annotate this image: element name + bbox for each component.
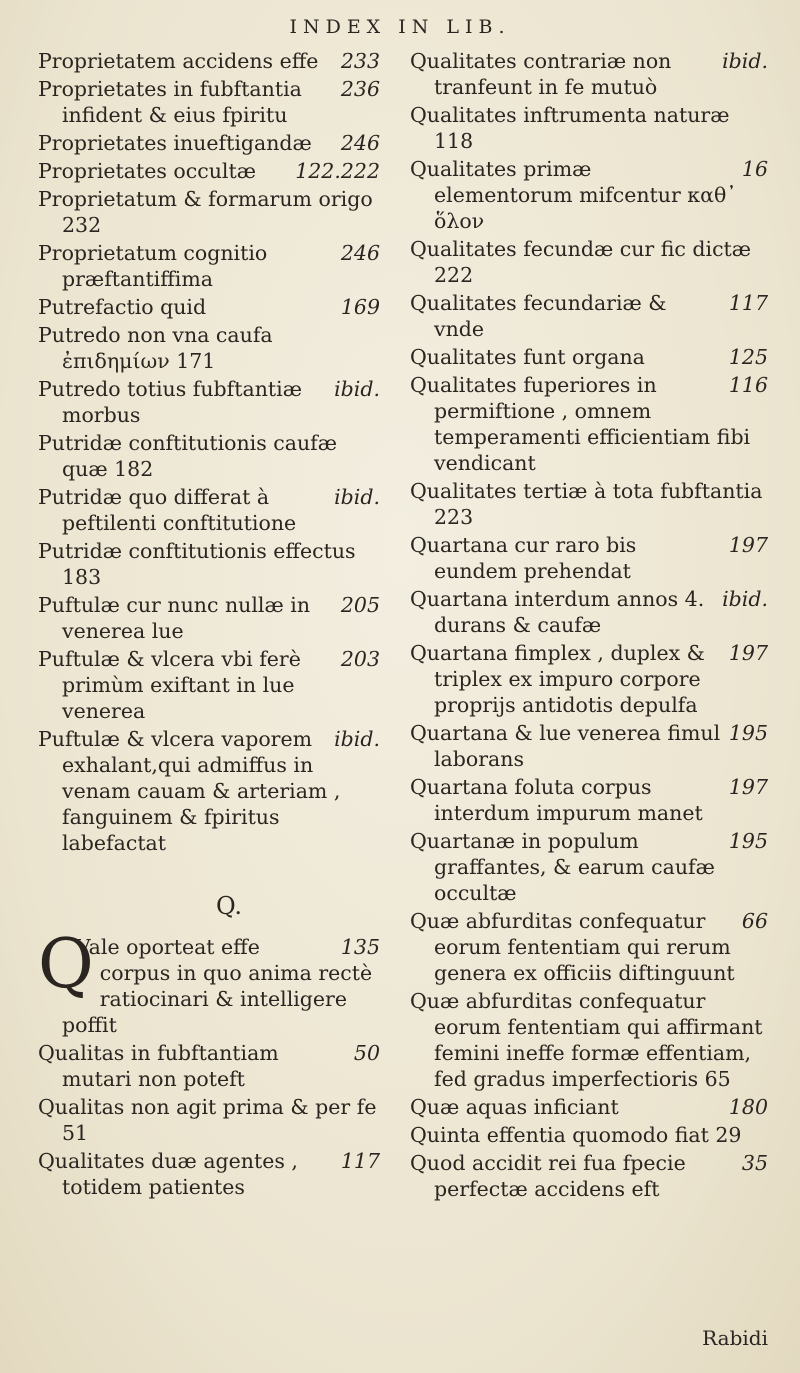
entry-text: Quartanæ in populum graffantes, & earum caufæ occultæ: [410, 829, 715, 905]
index-entry: [38, 186, 380, 238]
entry-page-ref: 122.222: [295, 159, 380, 183]
entry-text: Putredo totius fubftantiæ morbus: [38, 377, 302, 427]
entry-text: Puftulæ & vlcera vbi ferè primùm exiftant in lue venerea: [38, 647, 301, 723]
entry-page-ref: 125: [728, 345, 768, 369]
entry-page-ref: 195: [728, 721, 768, 745]
index-entry: [38, 240, 380, 292]
index-entry: [38, 322, 380, 374]
index-entry: [410, 1122, 768, 1148]
entry-page-ref: 246: [340, 241, 380, 265]
index-entry: [38, 158, 380, 184]
index-entry: [410, 640, 768, 718]
entry-text: Qualitates inftrumenta naturæ 118: [410, 103, 730, 153]
index-entry: [410, 344, 768, 370]
index-entry: [410, 532, 768, 584]
entry-text: Qualitates fuperiores in permiftione , omnem temperamenti efficientiam fibi vendicant: [410, 373, 751, 475]
index-entry: [38, 484, 380, 536]
entry-text: Qualitates funt organa: [410, 345, 645, 369]
entry-text: Qualitates fecundæ cur fic dictæ 222: [410, 237, 752, 287]
entry-page-ref: 203: [340, 647, 380, 671]
entry-text: Quæ abfurditas confequatur eorum fententiam qui rerum genera ex officiis diftinguunt: [410, 909, 735, 985]
catchword: Rabidi: [702, 1326, 768, 1350]
index-entry: [410, 102, 768, 154]
entry-page-ref: 180: [728, 1095, 768, 1119]
entry-page-ref: 205: [340, 593, 380, 617]
entry-text: Putridæ quo differat à peftilenti conftitutione: [38, 485, 297, 535]
entry-page-ref: 197: [728, 533, 768, 557]
entry-page-ref: 197: [728, 775, 768, 799]
left-column: [38, 48, 380, 1202]
entry-page-ref: 117: [340, 1149, 380, 1173]
index-entry: [38, 925, 380, 1038]
entry-text: Proprietatem accidens effe: [38, 49, 319, 73]
entry-text: Putredo non vna caufa ἐπιδημίων 171: [38, 323, 273, 373]
index-entry: [410, 48, 768, 100]
left-entry-list: [38, 48, 380, 856]
index-entry: [38, 1040, 380, 1092]
dropcap-initial: Q: [38, 925, 94, 1004]
entry-text: Quartana cur raro bis eundem prehendat: [410, 533, 637, 583]
entry-text: Qualitates contrariæ non tranfeunt in fe mutuò: [410, 49, 672, 99]
index-entry: [38, 76, 380, 128]
page-header: INDEX IN LIB.: [289, 16, 511, 38]
entry-page-ref: 116: [728, 373, 768, 397]
index-entry: [38, 294, 380, 320]
entry-text: Proprietates inueftigandæ: [38, 131, 312, 155]
entry-page-ref: 16: [741, 157, 768, 181]
entry-text: Proprietatum & formarum origo 232: [38, 187, 373, 237]
entry-page-ref: ibid.: [334, 485, 380, 509]
index-entry: [38, 538, 380, 590]
entry-text: Proprietatum cognitio præftantiffima: [38, 241, 268, 291]
entry-page-ref: ibid.: [334, 377, 380, 401]
index-entry: [38, 592, 380, 644]
index-entry: [38, 646, 380, 724]
q-entry-list: [38, 925, 380, 1200]
index-entry: [410, 828, 768, 906]
entry-text: Quartana interdum annos 4. durans & caufæ: [410, 587, 705, 637]
index-entry: [410, 1094, 768, 1120]
entry-text: Puftulæ & vlcera vaporem exhalant,qui admiffus in venam cauam & arteriam , fanguinem & fpiritus labefactat: [38, 727, 341, 855]
index-entry: [410, 908, 768, 986]
index-entry: [410, 586, 768, 638]
index-entry: [410, 1150, 768, 1202]
entry-page-ref: 117: [728, 291, 768, 315]
entry-text: Qualitates duæ agentes , totidem patientes: [38, 1149, 298, 1199]
entry-page-ref: 197: [728, 641, 768, 665]
entry-text: Proprietates occultæ: [38, 159, 256, 183]
entry-page-ref: ibid.: [722, 49, 768, 73]
entry-page-ref: 50: [353, 1041, 380, 1065]
index-entry: [38, 376, 380, 428]
index-entry: [38, 1094, 380, 1146]
entry-text: Putridæ conftitutionis caufæ quæ 182: [38, 431, 338, 481]
index-entry: [410, 156, 768, 234]
entry-text: Quod accidit rei fua fpecie perfectæ accidens eft: [410, 1151, 686, 1201]
index-entry: [38, 726, 380, 856]
section-letter: Q.: [215, 892, 243, 920]
entry-text: Qualitates primæ elementorum mifcentur καθ᾽ ὅλον: [410, 157, 737, 233]
index-entry: [410, 988, 768, 1092]
entry-text: Quartana foluta corpus interdum impurum manet: [410, 775, 703, 825]
entry-text: Quartana fimplex , duplex & triplex ex impuro corpore proprijs antidotis depulfa: [410, 641, 705, 717]
entry-page-ref: 66: [741, 909, 768, 933]
entry-page-ref: 246: [340, 131, 380, 155]
right-column: [410, 48, 768, 1204]
index-entry: [38, 130, 380, 156]
right-entry-list: [410, 48, 768, 1202]
index-entry: [410, 478, 768, 530]
entry-text: Putridæ conftitutionis effectus 183: [38, 539, 356, 589]
index-entry: [410, 372, 768, 476]
entry-page-ref: 135: [340, 935, 380, 959]
entry-page-ref: ibid.: [334, 727, 380, 751]
entry-page-ref: 195: [728, 829, 768, 853]
entry-text: Putrefactio quid: [38, 295, 207, 319]
entry-page-ref: 233: [340, 49, 380, 73]
entry-page-ref: 236: [340, 77, 380, 101]
entry-text: Vale oporteat effe corpus in quo anima rectè ratiocinari & intelligere poffit: [62, 935, 373, 1037]
index-entry: [38, 1148, 380, 1200]
entry-text: Puftulæ cur nunc nullæ in venerea lue: [38, 593, 311, 643]
entry-page-ref: ibid.: [722, 587, 768, 611]
entry-text: Quinta effentia quomodo fiat 29: [410, 1123, 742, 1147]
index-entry: [410, 290, 768, 342]
entry-text: Quæ abfurditas confequatur eorum fententiam qui affirmant femini ineffe formæ effentiam, fed gradus imperfectioris 65: [410, 989, 763, 1091]
entry-text: Qualitas in fubftantiam mutari non poteft: [38, 1041, 279, 1091]
entry-text: Qualitates fecundariæ & vnde: [410, 291, 667, 341]
index-entry: [410, 774, 768, 826]
index-entry: [38, 430, 380, 482]
entry-text: Qualitas non agit prima & per fe 51: [38, 1095, 377, 1145]
entry-page-ref: 169: [340, 295, 380, 319]
entry-text: Proprietates in fubftantia infident & eius fpiritu: [38, 77, 302, 127]
entry-page-ref: 35: [741, 1151, 768, 1175]
entry-text: Quæ aquas inficiant: [410, 1095, 619, 1119]
entry-text: Qualitates tertiæ à tota fubftantia 223: [410, 479, 763, 529]
index-entry: [38, 48, 380, 74]
index-entry: [410, 720, 768, 772]
entry-text: Quartana & lue venerea fimul laborans: [410, 721, 721, 771]
index-entry: [410, 236, 768, 288]
